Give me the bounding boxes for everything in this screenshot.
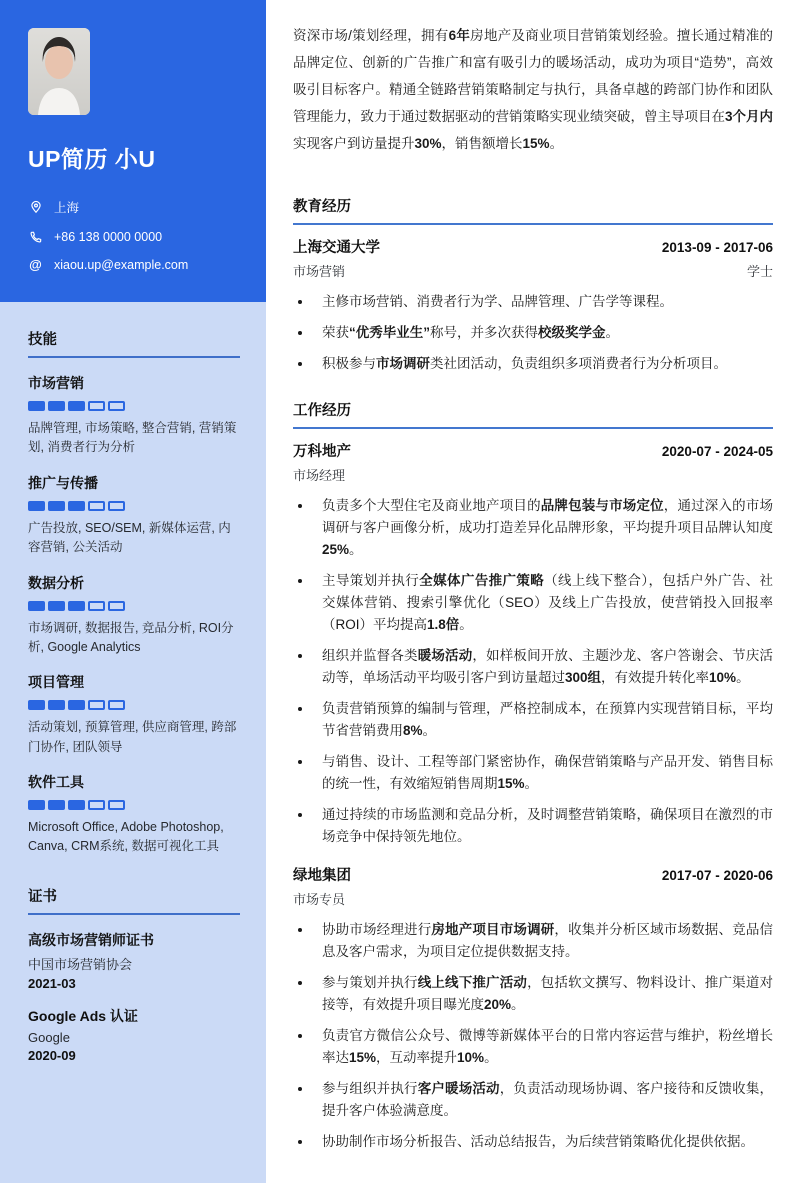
bullet-item: • 与销售、设计、工程等部门紧密协作，确保营销策略与产品开发、销售目标的统一性，有效缩短销售周期15%。: [313, 751, 773, 795]
certificates-section: [28, 885, 240, 1063]
company-name: 万科地产: [293, 444, 351, 460]
skill-detail: 品牌管理, 市场策略, 整合营销, 营销策划, 消费者行为分析: [28, 421, 237, 455]
rating-square-empty: [108, 700, 125, 710]
education-date-range: 2013-09 - 2017-06: [661, 240, 773, 255]
certificate-issuer: Google: [28, 1029, 70, 1045]
rating-square-filled: [28, 700, 45, 710]
skill-item: [28, 473, 240, 558]
main-content: [266, 0, 799, 1183]
certificate-item: [28, 930, 240, 991]
bullet-item: • 主导策划并执行全媒体广告推广策略（线上线下整合），包括户外广告、社交媒体营销、搜索引擎优化（SEO）及线上广告投放，使营销投入回报率（ROI）平均提高1.8倍。: [313, 570, 773, 636]
rating-square-filled: [28, 601, 45, 611]
skill-item: [28, 573, 240, 658]
rating-square-filled: [68, 601, 85, 611]
rating-square-filled: [28, 501, 45, 511]
education-bullet-list: [293, 291, 773, 375]
rating-square-filled: [48, 401, 65, 411]
skill-item: [28, 672, 240, 757]
skill-name: 项目管理: [28, 674, 84, 691]
school-name: 上海交通大学: [293, 240, 380, 256]
rating-square-empty: [108, 501, 125, 511]
experience-bullet-list: [293, 495, 773, 848]
bullet-item: • 积极参与市场调研类社团活动，负责组织多项消费者行为分析项目。: [313, 353, 773, 375]
education-entry: [293, 236, 773, 375]
bullet-item: • 协助制作市场分析报告、活动总结报告，为后续营销策略优化提供依据。: [313, 1131, 773, 1153]
certificate-name: 高级市场营销师证书: [28, 931, 154, 948]
rating-square-empty: [108, 601, 125, 611]
job-title: 市场专员: [293, 892, 346, 907]
certificate-name: Google Ads 认证: [28, 1007, 138, 1024]
experience-bullet-list: [293, 919, 773, 1153]
skill-detail: 广告投放, SEO/SEM, 新媒体运营, 内容营销, 公关活动: [28, 520, 231, 555]
rating-square-empty: [108, 401, 125, 411]
skill-rating: [28, 800, 240, 810]
rating-square-empty: [88, 601, 105, 611]
rating-square-filled: [48, 800, 65, 810]
phone-icon: [28, 229, 43, 244]
sidebar-header: [0, 0, 266, 302]
skill-rating: [28, 700, 240, 710]
skills-section-title: 技能: [28, 328, 240, 358]
rating-square-filled: [28, 800, 45, 810]
at-icon: @: [29, 257, 42, 272]
bullet-item: • 参与组织并执行客户暖场活动，负责活动现场协调、客户接待和反馈收集，提升客户体验满意度。: [313, 1078, 773, 1122]
education-section: [293, 195, 773, 375]
sidebar: [0, 0, 266, 1183]
contact-list: [28, 198, 240, 272]
experience-entry: [293, 864, 773, 1153]
bullet-item: • 负责官方微信公众号、微博等新媒体平台的日常内容运营与维护，粉丝增长率达15%，互动率提升10%。: [313, 1025, 773, 1069]
rating-square-filled: [68, 800, 85, 810]
skill-name: 软件工具: [28, 774, 84, 790]
skill-detail: 市场调研, 数据报告, 竞品分析, ROI分析, Google Analytics: [28, 620, 234, 654]
rating-square-empty: [88, 700, 105, 710]
skill-name: 推广与传播: [28, 474, 98, 491]
company-name: 绿地集团: [293, 868, 351, 884]
rating-square-filled: [48, 700, 65, 710]
certificate-issuer: 中国市场营销协会: [28, 956, 133, 972]
experience-section: [293, 399, 773, 1153]
skill-item: [28, 772, 240, 857]
education-degree: 学士: [746, 264, 773, 279]
rating-square-filled: [28, 401, 45, 411]
skill-rating: [28, 501, 240, 511]
education-section-title: 教育经历: [293, 195, 773, 225]
sidebar-body: [0, 302, 266, 1083]
skill-rating: [28, 601, 240, 611]
certificates-section-title: 证书: [28, 885, 240, 915]
contact-phone-text: +86 138 0000 0000: [54, 229, 163, 244]
skill-item: [28, 373, 240, 458]
experience-date-range: 2020-07 - 2024-05: [661, 444, 773, 459]
skill-detail: Microsoft Office, Adobe Photoshop, Canva, CRM系统, 数据可视化工具: [28, 820, 224, 854]
contact-location-text: 上海: [54, 201, 80, 215]
bullet-item: • 荣获“优秀毕业生”称号，并多次获得校级奖学金。: [313, 322, 773, 344]
rating-square-filled: [68, 401, 85, 411]
bullet-item: • 负责多个大型住宅及商业地产项目的品牌包装与市场定位，通过深入的市场调研与客户画像分析，成功打造差异化品牌形象，平均提升项目品牌认知度25%。: [313, 495, 773, 561]
bullet-item: • 组织并监督各类暖场活动，如样板间开放、主题沙龙、客户答谢会、节庆活动等，单场活动平均吸引客户到访量超过300组，有效提升转化率10%。: [313, 645, 773, 689]
bullet-item: • 通过持续的市场监测和竞品分析，及时调整营销策略，确保项目在激烈的市场竞争中保持领先地位。: [313, 804, 773, 848]
skill-detail: 活动策划, 预算管理, 供应商管理, 跨部门协作, 团队领导: [28, 720, 237, 754]
rating-square-empty: [88, 401, 105, 411]
profile-photo: [28, 28, 90, 115]
skill-name: 市场营销: [28, 375, 84, 391]
certificate-item: [28, 1006, 240, 1063]
rating-square-empty: [108, 800, 125, 810]
experience-entry: [293, 440, 773, 848]
contact-location: [28, 198, 240, 216]
contact-email-text: xiaou.up@example.com: [54, 257, 189, 272]
rating-square-empty: [88, 501, 105, 511]
experience-date-range: 2017-07 - 2020-06: [661, 868, 773, 883]
rating-square-empty: [88, 800, 105, 810]
candidate-name: UP简历 小U: [28, 146, 156, 172]
education-major: 市场营销: [293, 264, 346, 279]
rating-square-filled: [68, 501, 85, 511]
location-pin-icon: [28, 200, 43, 215]
skill-rating: [28, 401, 240, 411]
certificate-date: 2021-03: [28, 975, 76, 991]
rating-square-filled: [48, 601, 65, 611]
certificate-date: 2020-09: [28, 1047, 76, 1063]
experience-section-title: 工作经历: [293, 399, 773, 429]
profile-photo-placeholder: [28, 28, 90, 115]
bullet-item: • 协助市场经理进行房地产项目市场调研，收集并分析区域市场数据、竞品信息及客户需求，为项目定位提供数据支持。: [313, 919, 773, 963]
rating-square-filled: [68, 700, 85, 710]
contact-email: [28, 257, 240, 272]
bullet-item: • 参与策划并执行线上线下推广活动，包括软文撰写、物料设计、推广渠道对接等，有效提升项目曝光度20%。: [313, 972, 773, 1016]
job-title: 市场经理: [293, 468, 346, 483]
profile-summary: 资深市场/策划经理，拥有6年房地产及商业项目营销策划经验。擅长通过精准的品牌定位、创新的广告推广和富有吸引力的暖场活动，成功为项目“造势”，高效吸引目标客户。精通全链路营销策略制定与执行，具备卓越的跨部门协作和团队管理能力，致力于通过数据驱动的营销策略实现业绩突破，曾主导项目在3个月内实现客户到访量提升30%，销售额增长15%。: [293, 28, 774, 151]
rating-square-filled: [48, 501, 65, 511]
bullet-item: • 负责营销预算的编制与管理，严格控制成本，在预算内实现营销目标，平均节省营销费用8%。: [313, 698, 773, 742]
contact-phone: [28, 229, 240, 244]
skill-name: 数据分析: [28, 574, 84, 591]
bullet-item: • 主修市场营销、消费者行为学、品牌管理、广告学等课程。: [313, 291, 773, 313]
